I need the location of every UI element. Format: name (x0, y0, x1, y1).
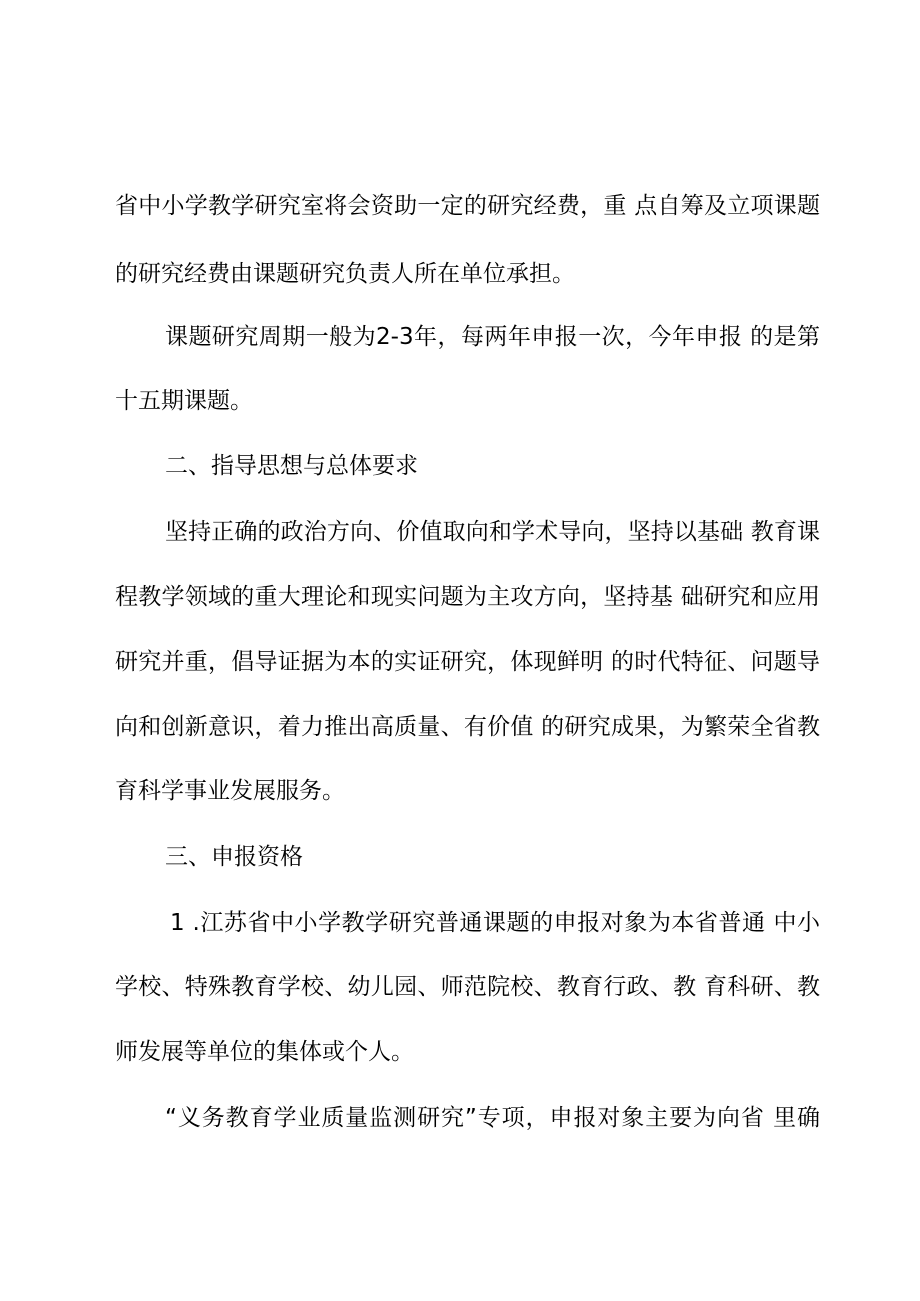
paragraph-line: 十五期课题。 (115, 388, 253, 414)
paragraph-line: 师发展等单位的集体或个人。 (115, 1039, 414, 1065)
paragraph-line: 课题研究周期一般为2-3年，每两年申报一次，今年申报 的是第 (165, 324, 820, 350)
paragraph-line: 向和创新意识，着力推出高质量、有价值 的研究成果，为繁荣全省教 (115, 714, 820, 740)
paragraph-line: 研究并重，倡导证据为本的实证研究，体现鲜明 的时代特征、问题导 (115, 649, 820, 675)
paragraph-line: 程教学领域的重大理论和现实问题为主攻方向，坚持基 础研究和应用 (115, 584, 820, 610)
paragraph-line: 的研究经费由课题研究负责人所在单位承担。 (115, 261, 575, 287)
list-item-line: 1 .江苏省中小学教学研究普通课题的申报对象为本省普通 中小 (170, 910, 820, 936)
paragraph-line: 坚持正确的政治方向、价值取向和学术导向，坚持以基础 教育课 (165, 519, 820, 545)
section-heading: 二、指导思想与总体要求 (165, 453, 418, 479)
paragraph-line: 学校、特殊教育学校、幼儿园、师范院校、教育行政、教 育科研、教 (115, 974, 820, 1000)
paragraph-line: 省中小学教学研究室将会资助一定的研究经费，重 点自筹及立项课题 (115, 193, 820, 219)
paragraph-line: 育科学事业发展服务。 (115, 778, 345, 804)
section-heading: 三、申报资格 (165, 844, 303, 870)
paragraph-line: “义务教育学业质量监测研究”专项，申报对象主要为向省 里确 (165, 1105, 820, 1131)
